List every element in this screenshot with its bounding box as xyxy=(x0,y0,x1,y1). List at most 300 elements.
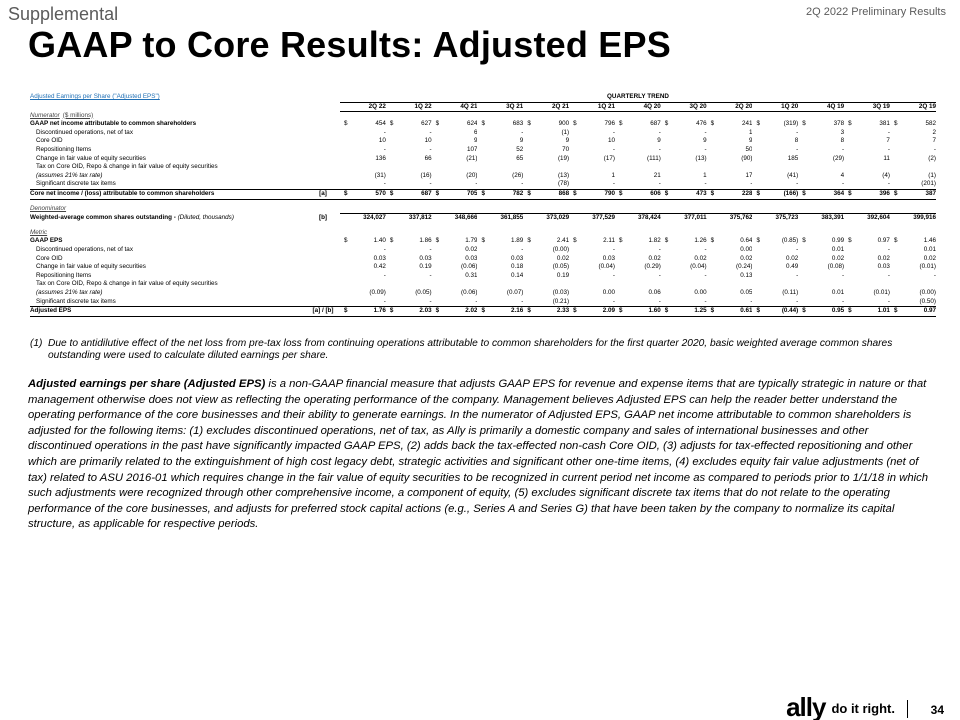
blank-cell xyxy=(844,205,890,214)
cell-value: - xyxy=(750,180,753,188)
table-cell xyxy=(523,180,569,189)
blank-cell xyxy=(306,229,340,238)
table-row xyxy=(30,172,936,181)
table-cell xyxy=(523,255,569,264)
table-cell xyxy=(569,280,615,289)
cell-value: 7 xyxy=(886,137,890,145)
row-reference: [a] / [b] xyxy=(306,307,340,317)
row-label: Core OID xyxy=(36,137,63,145)
table-cell xyxy=(569,172,615,181)
table-cell xyxy=(477,155,523,164)
cell-value: (13) xyxy=(695,154,707,162)
table-cell xyxy=(477,280,523,289)
row-label: Repositioning Items xyxy=(36,271,92,279)
cell-value: 687 xyxy=(650,120,661,128)
cell-value: 606 xyxy=(650,190,661,198)
metric-label: Metric xyxy=(30,228,48,236)
cell-value: 0.03 xyxy=(465,254,478,262)
cell-value: 0.19 xyxy=(556,271,570,279)
cell-value: 683 xyxy=(512,120,524,128)
dollar-sign: $ xyxy=(344,190,348,198)
table-cell xyxy=(477,180,523,189)
table-cell xyxy=(523,237,569,246)
blank-cell xyxy=(306,93,340,102)
cell-value: (0.05) xyxy=(552,263,570,271)
cell-value: 0.64 xyxy=(740,237,753,245)
dollar-sign: $ xyxy=(435,190,440,198)
table-cell xyxy=(569,255,615,264)
table-cell xyxy=(704,297,753,307)
dollar-sign: $ xyxy=(527,307,531,315)
dollar-sign: $ xyxy=(344,120,348,128)
table-cell xyxy=(890,280,936,289)
table-cell xyxy=(752,155,798,164)
cell-value: 185 xyxy=(787,154,799,162)
table-row xyxy=(30,280,936,289)
table-cell xyxy=(432,137,478,146)
dollar-sign: $ xyxy=(618,120,623,128)
cell-value: - xyxy=(612,271,615,279)
cell-value: 0.02 xyxy=(877,254,890,262)
cell-value: (0.01) xyxy=(873,288,890,296)
table-cell xyxy=(477,272,523,281)
table-cell xyxy=(844,255,890,264)
table-cell xyxy=(386,137,432,146)
blank-cell xyxy=(432,205,478,214)
table-cell xyxy=(890,172,936,181)
cell-value: 9 xyxy=(519,137,524,145)
cell-value: 2.02 xyxy=(465,307,478,315)
row-reference: [b] xyxy=(318,213,328,221)
cell-value: 1.89 xyxy=(511,237,524,245)
table-cell xyxy=(569,307,615,317)
table-cell xyxy=(658,180,707,189)
table-cell xyxy=(477,246,523,255)
table-cell xyxy=(477,163,523,172)
dollar-sign: $ xyxy=(618,190,623,198)
cell-value: 796 xyxy=(604,120,615,128)
cell-value: 0.03 xyxy=(419,254,432,262)
cell-value: 10 xyxy=(424,137,432,145)
table-cell xyxy=(707,172,753,181)
table-cell xyxy=(432,280,478,289)
table-cell xyxy=(890,289,936,298)
row-label: GAAP net income attributable to common shareholders xyxy=(30,120,197,128)
table-cell xyxy=(429,128,478,138)
table-cell xyxy=(658,297,707,307)
row-reference: [a] xyxy=(306,190,340,200)
cell-value: 364 xyxy=(833,190,845,198)
cell-value: 0.02 xyxy=(923,254,936,262)
table-cell xyxy=(615,237,661,246)
row-label: Discontinued operations, net of tax xyxy=(36,128,133,136)
cell-value: - xyxy=(796,180,799,188)
table-cell xyxy=(844,163,890,172)
cell-value: - xyxy=(429,246,432,253)
cell-value: 1.01 xyxy=(877,307,890,315)
table-cell xyxy=(844,246,890,255)
row-reference xyxy=(306,129,340,138)
dollar-sign: $ xyxy=(710,307,715,315)
cell-value: 381 xyxy=(879,120,890,128)
cell-value: 3 xyxy=(840,128,845,136)
table-cell xyxy=(752,263,798,272)
table-cell xyxy=(432,120,478,129)
cell-value: 0.19 xyxy=(419,263,432,271)
dollar-sign: $ xyxy=(710,120,715,128)
table-cell xyxy=(887,128,936,138)
table-cell xyxy=(340,272,386,281)
table-cell xyxy=(752,255,798,264)
cell-value: - xyxy=(612,180,615,188)
cell-value: 1.76 xyxy=(373,307,386,315)
cell-value: 0.02 xyxy=(786,254,799,262)
table-cell xyxy=(477,146,523,155)
quarter-header: 2Q 21 xyxy=(523,102,569,112)
page-number: 34 xyxy=(930,703,944,717)
dollar-sign: $ xyxy=(848,237,852,245)
quarter-header: 4Q 20 xyxy=(615,102,661,112)
table-cell xyxy=(798,214,844,223)
blank-cell xyxy=(661,112,707,121)
cell-value: (0.06) xyxy=(461,263,478,271)
table-cell xyxy=(615,120,661,129)
dollar-sign: $ xyxy=(802,120,806,128)
table-cell xyxy=(340,129,386,138)
cell-value: 454 xyxy=(375,120,386,128)
table-cell xyxy=(890,263,936,272)
cell-value: 582 xyxy=(925,120,936,128)
cell-value: (26) xyxy=(512,171,524,179)
cell-value: 107 xyxy=(466,146,478,154)
blank-cell xyxy=(615,112,661,121)
blank-cell xyxy=(523,205,569,214)
cell-value: 0.97 xyxy=(877,237,890,245)
table-cell xyxy=(340,190,386,200)
table-cell xyxy=(523,307,569,317)
cell-value: - xyxy=(475,297,478,305)
table-cell xyxy=(887,246,936,255)
cell-value: - xyxy=(658,246,661,253)
table-cell xyxy=(340,163,386,172)
adjusted-eps-description xyxy=(28,377,933,533)
table-cell xyxy=(887,146,936,155)
table-cell xyxy=(798,298,844,307)
cell-value: 0.02 xyxy=(648,254,661,262)
section-label: Supplemental xyxy=(8,4,119,24)
cell-value: 0.61 xyxy=(740,307,753,315)
table-cell xyxy=(707,289,753,298)
blank-cell xyxy=(661,229,707,238)
row-label: (assumes 21% tax rate) xyxy=(36,288,103,296)
table-cell xyxy=(569,180,615,189)
table-cell xyxy=(615,289,661,298)
cell-value: 570 xyxy=(375,190,386,198)
cell-value: 0.99 xyxy=(831,237,845,245)
table-row xyxy=(30,155,936,164)
cell-value: 2.03 xyxy=(419,307,432,315)
table-cell xyxy=(752,172,798,181)
table-cell xyxy=(615,155,661,164)
blank-cell xyxy=(30,102,306,112)
table-cell xyxy=(477,298,523,307)
brand-footer xyxy=(786,692,908,720)
table-cell xyxy=(844,146,890,155)
cell-value: 624 xyxy=(466,120,478,128)
cell-value: 8 xyxy=(840,137,845,145)
table-cell xyxy=(844,129,890,138)
table-cell xyxy=(432,155,478,164)
table-cell xyxy=(340,155,386,164)
cell-value: 0.02 xyxy=(831,254,845,262)
cell-value: - xyxy=(887,146,890,154)
table-cell xyxy=(707,137,753,146)
cell-value: 2.41 xyxy=(556,237,570,245)
dollar-sign: $ xyxy=(573,307,577,315)
table-cell xyxy=(798,307,844,317)
cell-value: - xyxy=(521,297,524,305)
table-cell xyxy=(707,280,753,289)
table-cell xyxy=(707,190,753,200)
table-cell xyxy=(477,289,523,298)
table-cell xyxy=(386,155,432,164)
table-heading xyxy=(30,93,306,102)
blank-cell xyxy=(615,205,661,214)
row-reference xyxy=(306,137,340,146)
cell-value: - xyxy=(383,271,386,279)
table-cell xyxy=(523,146,569,155)
table-cell xyxy=(477,129,523,138)
dollar-sign: $ xyxy=(389,190,394,198)
table-cell xyxy=(707,120,753,129)
blank-cell xyxy=(386,205,432,214)
table-cell xyxy=(340,172,386,181)
table-cell xyxy=(752,298,798,307)
cell-value: 52 xyxy=(516,146,524,154)
blank-cell xyxy=(477,112,523,121)
table-cell xyxy=(569,146,615,155)
footer-divider xyxy=(907,700,908,718)
row-reference xyxy=(306,237,340,246)
cell-value: 0.06 xyxy=(648,288,661,296)
cell-value: 377,529 xyxy=(592,214,615,222)
table-cell xyxy=(798,272,844,281)
cell-value: 0.03 xyxy=(511,254,524,262)
table-cell xyxy=(844,289,890,298)
table-heading-row xyxy=(30,93,936,102)
table-cell xyxy=(383,180,432,189)
cell-value: - xyxy=(612,246,615,253)
cell-value: (13) xyxy=(557,171,570,179)
cell-value: - xyxy=(658,271,661,279)
cell-value: 228 xyxy=(741,190,753,198)
cell-value: - xyxy=(704,246,707,253)
table-cell xyxy=(707,237,753,246)
cell-value: - xyxy=(750,297,753,305)
cell-value: (2) xyxy=(928,154,936,162)
table-cell xyxy=(890,255,936,264)
table-cell xyxy=(798,137,844,146)
row-label: Significant discrete tax items xyxy=(36,180,116,188)
table-row xyxy=(30,237,936,246)
table-cell xyxy=(661,120,707,129)
table-cell xyxy=(429,297,478,307)
table-cell xyxy=(477,263,523,272)
cell-value: 9 xyxy=(565,137,570,145)
cell-value: 50 xyxy=(745,146,753,154)
table-cell xyxy=(432,214,478,223)
table-cell xyxy=(386,263,432,272)
cell-value: 392,604 xyxy=(867,214,890,222)
cell-value: (0.04) xyxy=(598,263,615,271)
cell-value: 0.00 xyxy=(602,288,615,296)
cell-value: 383,391 xyxy=(821,214,845,222)
dollar-sign: $ xyxy=(756,237,760,245)
footnote-text: Due to antidilutive effect of the net loss from pre-tax loss from continuing operations attributable to common shareholders for the first quarter 2020, basic weighted average common shares outstanding were used to calculate diluted earnings per share. xyxy=(48,338,893,361)
cell-value: - xyxy=(658,297,661,305)
table-cell xyxy=(386,307,432,317)
cell-value: (4) xyxy=(882,171,890,179)
table-cell xyxy=(569,272,615,281)
cell-value: - xyxy=(796,297,799,305)
cell-value: - xyxy=(429,146,432,154)
table-cell xyxy=(523,280,569,289)
table-cell xyxy=(661,255,707,264)
row-reference xyxy=(306,255,340,264)
cell-value: - xyxy=(475,180,478,188)
table-cell xyxy=(386,120,432,129)
table-cell xyxy=(661,263,707,272)
cell-value: (1) xyxy=(928,171,936,179)
table-cell xyxy=(752,214,798,223)
table-cell xyxy=(523,289,569,298)
cell-value: - xyxy=(887,128,890,136)
dollar-sign: $ xyxy=(481,307,485,315)
cell-value: - xyxy=(612,128,615,136)
table-cell xyxy=(340,280,386,289)
table-cell xyxy=(798,280,844,289)
blank-cell xyxy=(569,205,615,214)
table-cell xyxy=(752,146,798,155)
cell-value: (17) xyxy=(603,154,615,162)
cell-value: 627 xyxy=(421,120,432,128)
cell-value: - xyxy=(429,128,432,136)
cell-value: 0.01 xyxy=(923,246,936,253)
cell-value: 0.02 xyxy=(740,254,753,262)
table-cell xyxy=(844,214,890,223)
cell-value: 21 xyxy=(653,171,661,179)
cell-value: 361,855 xyxy=(500,214,524,222)
cell-value: (0.00) xyxy=(919,288,936,296)
cell-value: - xyxy=(383,128,386,136)
numerator-unit: ($ millions) xyxy=(62,111,94,119)
row-label: Core net income / (loss) attributable to common shareholders xyxy=(30,190,306,200)
cell-value: - xyxy=(887,180,890,188)
cell-value: (111) xyxy=(647,154,661,162)
table-cell xyxy=(432,289,478,298)
table-cell xyxy=(658,246,707,255)
table-cell xyxy=(752,190,798,200)
blank-cell xyxy=(477,205,523,214)
table-cell xyxy=(523,272,569,281)
dollar-sign: $ xyxy=(435,307,440,315)
row-label: Change in fair value of equity securities xyxy=(36,263,146,271)
table-cell xyxy=(707,163,753,172)
cell-value: - xyxy=(887,297,890,305)
quarter-header: 4Q 19 xyxy=(798,102,844,112)
table-cell xyxy=(432,172,478,181)
table-cell xyxy=(661,172,707,181)
table-cell xyxy=(386,172,432,181)
table-cell xyxy=(432,237,478,246)
table-cell xyxy=(798,180,844,189)
cell-value: 9 xyxy=(473,137,478,145)
table-cell xyxy=(615,214,661,223)
cell-value: 1.79 xyxy=(465,237,478,245)
cell-value: - xyxy=(383,180,386,188)
table-cell xyxy=(612,180,661,189)
blank-cell xyxy=(798,229,844,238)
table-cell xyxy=(340,307,386,317)
table-cell xyxy=(612,246,661,255)
blank-cell xyxy=(707,205,753,214)
blank-cell xyxy=(523,112,569,121)
brand-tagline: do it right. xyxy=(831,701,895,716)
table-cell xyxy=(340,214,386,223)
row-reference xyxy=(306,246,340,255)
table-cell xyxy=(569,120,615,129)
table-cell xyxy=(429,180,478,189)
description-lead: Adjusted earnings per share (Adjusted EPS) xyxy=(28,378,266,390)
table-cell xyxy=(707,214,753,223)
cell-value: 378,424 xyxy=(638,214,661,222)
cell-value: 0.03 xyxy=(877,263,890,271)
table-cell xyxy=(477,214,523,223)
cell-value: - xyxy=(521,180,524,188)
table-cell xyxy=(386,255,432,264)
cell-value: 1 xyxy=(703,171,707,179)
shares-row xyxy=(30,214,936,223)
cell-value: - xyxy=(704,180,707,188)
table-cell xyxy=(844,263,890,272)
cell-value: 0.00 xyxy=(694,288,707,296)
cell-value: - xyxy=(521,128,524,136)
quarter-header: 3Q 20 xyxy=(661,102,707,112)
table-cell xyxy=(890,120,936,129)
cell-value: 1.60 xyxy=(648,307,661,315)
table-cell xyxy=(340,289,386,298)
table-cell xyxy=(704,246,753,255)
cell-value: (41) xyxy=(787,171,799,179)
dollar-sign: $ xyxy=(756,190,760,198)
cell-value: 241 xyxy=(741,120,753,128)
dollar-sign: $ xyxy=(344,237,348,245)
table-cell xyxy=(887,271,936,281)
dollar-sign: $ xyxy=(848,190,852,198)
cell-value: - xyxy=(383,146,386,154)
cell-value: 0.02 xyxy=(694,254,707,262)
cell-value: (0.01) xyxy=(919,263,936,271)
table-cell xyxy=(383,297,432,307)
period-label: 2Q 2022 Preliminary Results xyxy=(805,6,946,18)
cell-value: (78) xyxy=(557,180,570,188)
row-label: Significant discrete tax items xyxy=(36,297,116,305)
cell-value: - xyxy=(704,271,707,279)
shares-label xyxy=(30,214,306,223)
cell-value: (0.85) xyxy=(781,237,799,245)
table-cell xyxy=(615,190,661,200)
row-label: Tax on Core OID, Repo & change in fair value of equity securities xyxy=(36,163,218,171)
